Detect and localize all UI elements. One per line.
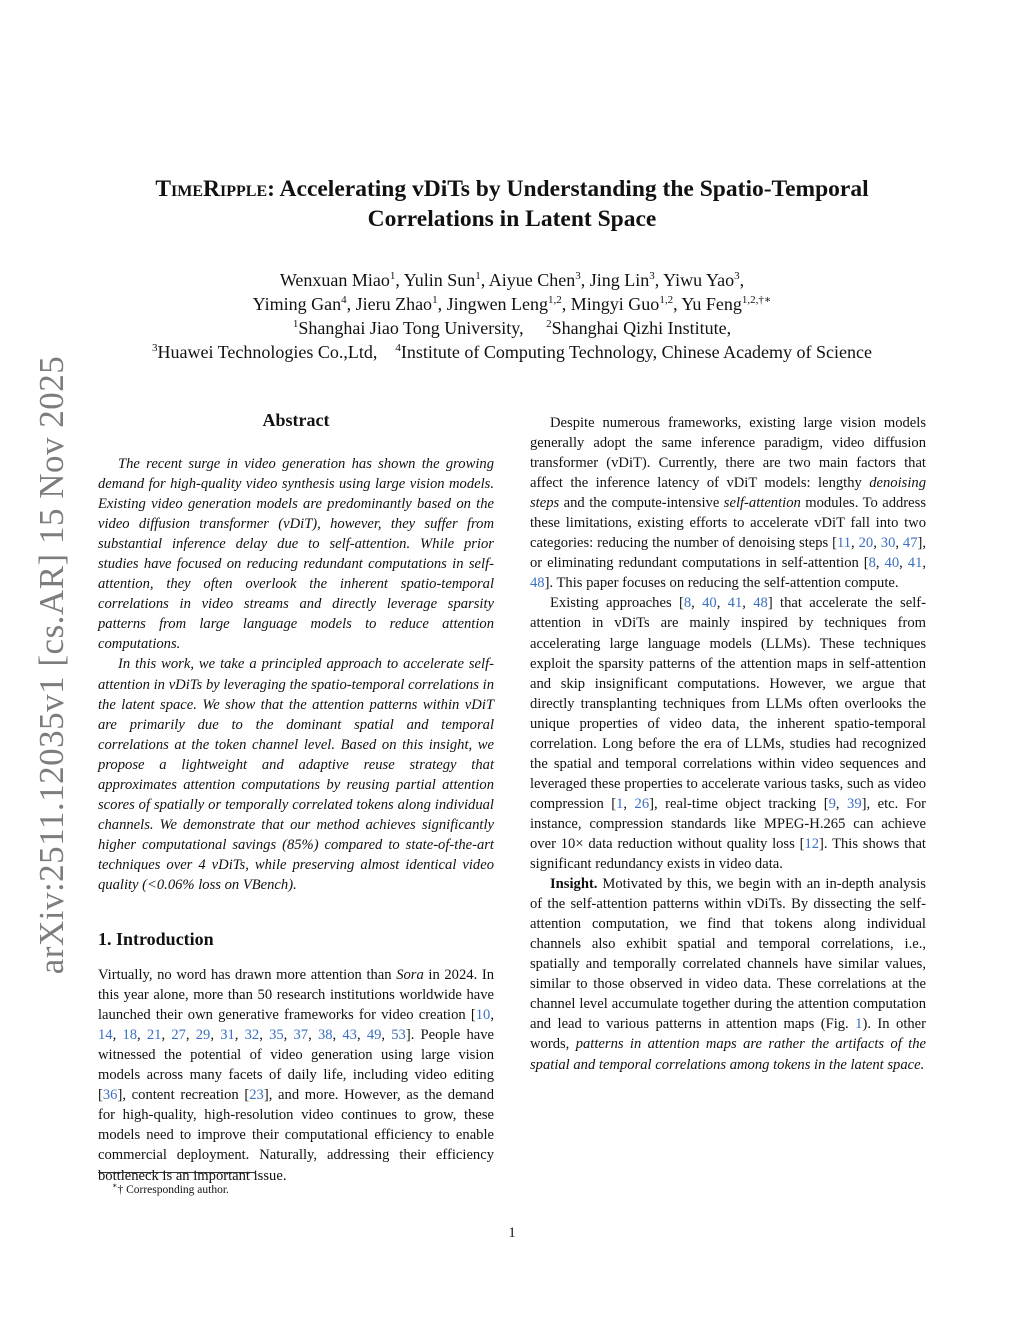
citation-link[interactable]: 41 bbox=[727, 595, 743, 612]
title-line1: : Accelerating vDiTs by Understanding the Spatio-Temporal bbox=[267, 176, 869, 202]
body-text: , bbox=[112, 1027, 123, 1044]
abstract-heading: Abstract bbox=[262, 410, 330, 430]
affiliation-sup: 3 bbox=[151, 342, 158, 354]
citation-link[interactable]: 26 bbox=[634, 795, 650, 812]
body-text: , bbox=[835, 795, 848, 812]
left-column bbox=[98, 408, 494, 1186]
citation-link[interactable]: 18 bbox=[122, 1027, 138, 1044]
author-affiliation-sup: 1,2 bbox=[659, 294, 674, 306]
body-text: ]. People have witnessed the potential of video generation using large vision models across many facets of daily life, including video editing [ bbox=[98, 1027, 495, 1104]
author-affiliation-sup: 3 bbox=[649, 270, 655, 282]
body-text: , bbox=[259, 1027, 270, 1044]
affiliation-4: Institute of Computing Technology, Chinese Academy of Science bbox=[400, 342, 873, 362]
body-text: , bbox=[161, 1027, 172, 1044]
author-name: Aiyue Chen bbox=[488, 270, 576, 290]
affiliation-line-2 bbox=[90, 340, 934, 364]
citation-link[interactable]: 40 bbox=[884, 555, 900, 572]
body-text: , bbox=[283, 1027, 294, 1044]
citation-link[interactable]: 8 bbox=[683, 595, 692, 612]
citation-link[interactable]: 35 bbox=[269, 1027, 284, 1044]
citation-link[interactable]: 20 bbox=[858, 535, 874, 552]
method-name: TimeRipple bbox=[155, 176, 268, 202]
author-line-2: Yiming Gan$^4$, Jieru Zhao$^1$, Jingwen Leng$^{1,2}$, Mingyi Guo$^{1,2}$, Yu Feng$^{1,2,\dagger∗}$ bbox=[252, 294, 772, 314]
author-name: Jing Lin bbox=[589, 270, 650, 290]
footnote bbox=[112, 1179, 229, 1197]
intro-paragraph-4 bbox=[530, 874, 926, 1074]
author-affiliation-sup: 4 bbox=[341, 294, 347, 306]
footnote-text: † Corresponding author. bbox=[117, 1183, 229, 1196]
citation-link[interactable]: 37 bbox=[293, 1027, 309, 1044]
citation-link[interactable]: 53 bbox=[391, 1027, 406, 1044]
body-text: and the compute-intensive bbox=[559, 495, 724, 512]
body-text: , bbox=[691, 595, 703, 612]
emphasis-text: patterns in attention maps are rather the artifacts of the spatial and temporal correlations among tokens in the latent space. bbox=[530, 1036, 926, 1073]
body-text: ]. This paper focuses on reducing the self-attention compute. bbox=[544, 575, 899, 592]
body-text: Virtually, no word has drawn more attention than bbox=[98, 967, 397, 984]
citation-link[interactable]: 49 bbox=[366, 1027, 382, 1044]
citation-link[interactable]: 43 bbox=[342, 1027, 357, 1044]
body-text: ] that accelerate the self-attention in vDiTs are mainly inspired by techniques from accelerating large language models (LLMs). These techniques exploit the sparsity patterns of the attention maps in self-attention and skip insignificant computations. However, we argue that directly transplanting techniques from LLMs often overlooks the unique properties of video data, the inherent spatio-temporal correlation. Long before the era of LLMs, studies had recognized the spatial and temporal correlations within video sequences and leveraged these properties to accelerate various tasks, such as video compression [ bbox=[530, 595, 926, 812]
author-name: Jingwen Leng bbox=[446, 294, 549, 314]
citation-link[interactable]: 11 bbox=[836, 535, 852, 552]
abstract-section bbox=[98, 408, 494, 895]
body-text: ], and more. However, as the demand for high-quality, high-resolution video continues to grow, these models need to improve their computational efficiency to enable commercial deployment. Naturally, addressing their efficiency bottleneck is an important issue. bbox=[98, 1087, 494, 1184]
citation-link[interactable]: 23 bbox=[249, 1087, 264, 1104]
author-name: Wenxuan Miao bbox=[279, 270, 390, 290]
body-text: , bbox=[922, 555, 927, 572]
body-text: , bbox=[875, 555, 885, 572]
intro-paragraph-1 bbox=[98, 965, 494, 1186]
abstract-paragraph: The recent surge in video generation has shown the growing demand for high-quality video synthesis using large vision models. Existing video generation models are predominantly based on the video diffusion transformer (vDiT), however, they suffer from substantial inference delay due to self-attention. While prior studies have focused on reducing redundant computations in self-attention, they often overlook the inherent spatio-temporal correlations in video streams and directly leverage sparsity patterns from large language models to reduce attention computations. bbox=[98, 456, 494, 653]
citation-link[interactable]: 47 bbox=[902, 535, 918, 552]
body-text: ]. This shows that significant redundancy exists in video data. bbox=[530, 835, 926, 873]
citation-link[interactable]: 40 bbox=[702, 595, 717, 612]
body-text: Motivated by this, we begin with an in-depth analysis of the self-attention patterns within vDiTs. By dissecting the self-attention computation, we find that tokens along individual channels also exhibit spatial and temporal correlations, i.e., spatially and temporally correlated channels have similar values, similar to those observed in video data. These correlations at the channel level accumulate together during the attention computation and lead to various patterns in attention maps (Fig. bbox=[530, 876, 926, 1033]
citation-link[interactable]: 21 bbox=[146, 1027, 162, 1044]
author-affiliation-sup: 3 bbox=[734, 270, 740, 282]
author-name: Mingyi Guo bbox=[570, 294, 660, 314]
citation-link[interactable]: 41 bbox=[907, 555, 923, 572]
body-text: ], or eliminating redundant computations in self-attention [ bbox=[530, 535, 927, 572]
citation-link[interactable]: 1 bbox=[616, 795, 624, 812]
body-text: , bbox=[623, 795, 635, 812]
author-affiliation-sup: 1 bbox=[432, 294, 438, 306]
body-text: ], etc. For instance, compression standards like MPEG-H.265 can achieve over 10× data reduction without quality loss [ bbox=[530, 795, 927, 852]
author-affiliation-sup: 1 bbox=[475, 270, 481, 282]
title-line2: Correlations in Latent Space bbox=[367, 206, 657, 232]
body-text: ], content recreation [ bbox=[117, 1087, 250, 1104]
affiliation-1: Shanghai Jiao Tong University, bbox=[298, 318, 524, 338]
body-text: , bbox=[356, 1027, 367, 1044]
footnote-rule bbox=[98, 1172, 256, 1173]
run-in-heading: Insight. bbox=[550, 876, 598, 893]
citation-link[interactable]: 30 bbox=[880, 535, 896, 552]
author-name: Yiming Gan bbox=[252, 294, 342, 314]
citation-link[interactable]: 12 bbox=[804, 835, 820, 852]
body-text: in 2024. In this year alone, more than 50 research institutions worldwide have launched their own generative frameworks for video creation [ bbox=[98, 967, 494, 1024]
citation-link[interactable]: 48 bbox=[530, 575, 545, 592]
right-column bbox=[530, 413, 926, 1075]
citation-link[interactable]: 9 bbox=[828, 795, 836, 812]
section-heading: 1. Introduction bbox=[98, 929, 214, 950]
citation-link[interactable]: 27 bbox=[171, 1027, 186, 1044]
author-line-1: Wenxuan Miao$^1$, Yulin Sun$^1$, Aiyue Chen$^3$, Jing Lin$^3$, Yiwu Yao$^3$, bbox=[279, 270, 745, 290]
abstract-paragraph: In this work, we take a principled approach to accelerate self-attention in vDiTs by leveraging the spatio-temporal correlations in the latent space. We show that the attention patterns within vDiT are primarily due to the dominant spatial and temporal correlations at the token channel level. Based on this insight, we propose a lightweight and adaptive reuse strategy that approximates attention computations by reusing partial attention scores of spatially or temporally correlated tokens along individual channels. We demonstrate that our method achieves significantly higher computational savings (85%) compared to state-of-the-art techniques over 4 vDiTs, while preserving almost identical video quality (<0.06% loss on VBench). bbox=[98, 656, 494, 893]
body-text: , bbox=[851, 535, 859, 552]
intro-paragraph-3 bbox=[530, 593, 926, 874]
citation-link[interactable]: 36 bbox=[102, 1087, 118, 1104]
citation-link[interactable]: 14 bbox=[98, 1027, 113, 1044]
arxiv-identifier: arXiv:2511.12035v1 [cs.AR] 15 Nov 2025 bbox=[32, 355, 71, 975]
citation-link[interactable]: 10 bbox=[475, 1007, 491, 1024]
affiliation-sup: 4 bbox=[395, 342, 401, 354]
affiliation-sup: 1 bbox=[292, 318, 299, 330]
author-name: Yu Feng bbox=[681, 294, 742, 314]
author-affiliation-sup: 1 bbox=[389, 270, 396, 282]
body-text: , bbox=[308, 1027, 318, 1044]
author-affiliation-sup: 1,2 bbox=[548, 294, 562, 306]
citation-link[interactable]: 1 bbox=[855, 1016, 863, 1033]
body-text: Despite numerous frameworks, existing large vision models generally adopt the same inference paradigm, video diffusion transformer (vDiT). Currently, there are two main factors that affect the inference latency of vDiT models: lengthy bbox=[530, 415, 926, 492]
body-text: , bbox=[895, 535, 903, 552]
affiliation-2: Shanghai Qizhi Institute, bbox=[551, 318, 732, 338]
body-text: , bbox=[210, 1027, 221, 1044]
author-name: Yulin Sun bbox=[403, 270, 476, 290]
author-name: Yiwu Yao bbox=[663, 270, 735, 290]
body-text: , bbox=[234, 1027, 245, 1044]
citation-link[interactable]: 8 bbox=[868, 555, 876, 572]
citation-link[interactable]: 29 bbox=[195, 1027, 211, 1044]
body-text: , bbox=[185, 1027, 196, 1044]
body-text: , bbox=[899, 555, 908, 572]
citation-link[interactable]: 31 bbox=[220, 1027, 235, 1044]
body-text: , bbox=[716, 595, 728, 612]
body-text: Existing approaches [ bbox=[550, 595, 684, 612]
citation-link[interactable]: 38 bbox=[317, 1027, 333, 1044]
body-text: , bbox=[742, 595, 754, 612]
body-text: modules. To address these limitations, existing efforts to accelerate vDiT fall into two categories: reducing the number of denoising steps [ bbox=[530, 495, 927, 552]
citation-link[interactable]: 48 bbox=[753, 595, 768, 612]
body-text: ], real-time object tracking [ bbox=[649, 795, 829, 812]
citation-link[interactable]: 39 bbox=[847, 795, 862, 812]
author-name: Jieru Zhao bbox=[355, 294, 433, 314]
body-text: ). In other words, bbox=[530, 1016, 927, 1053]
footnote-mark: ∗ bbox=[112, 1181, 118, 1190]
citation-link[interactable]: 32 bbox=[244, 1027, 260, 1044]
body-text: , bbox=[381, 1027, 392, 1044]
body-text: , bbox=[332, 1027, 343, 1044]
emphasis-text: Sora bbox=[396, 967, 424, 984]
author-affiliation-sup: 1,2,†∗ bbox=[741, 294, 772, 306]
body-text: , bbox=[137, 1027, 147, 1044]
author-block bbox=[90, 268, 934, 364]
page-number: 1 bbox=[508, 1225, 516, 1241]
paper-title bbox=[90, 174, 934, 234]
affiliation-line-1 bbox=[90, 316, 934, 340]
emphasis-text: denoising steps bbox=[530, 475, 926, 512]
author-affiliation-sup: 3 bbox=[575, 270, 581, 282]
body-text: , bbox=[490, 1007, 494, 1024]
intro-paragraph-2 bbox=[530, 413, 926, 593]
affiliation-sup: 2 bbox=[546, 318, 552, 330]
body-text: , bbox=[873, 535, 881, 552]
emphasis-text: self-attention bbox=[723, 495, 801, 512]
affiliation-3: Huawei Technologies Co.,Ltd, bbox=[157, 342, 378, 362]
